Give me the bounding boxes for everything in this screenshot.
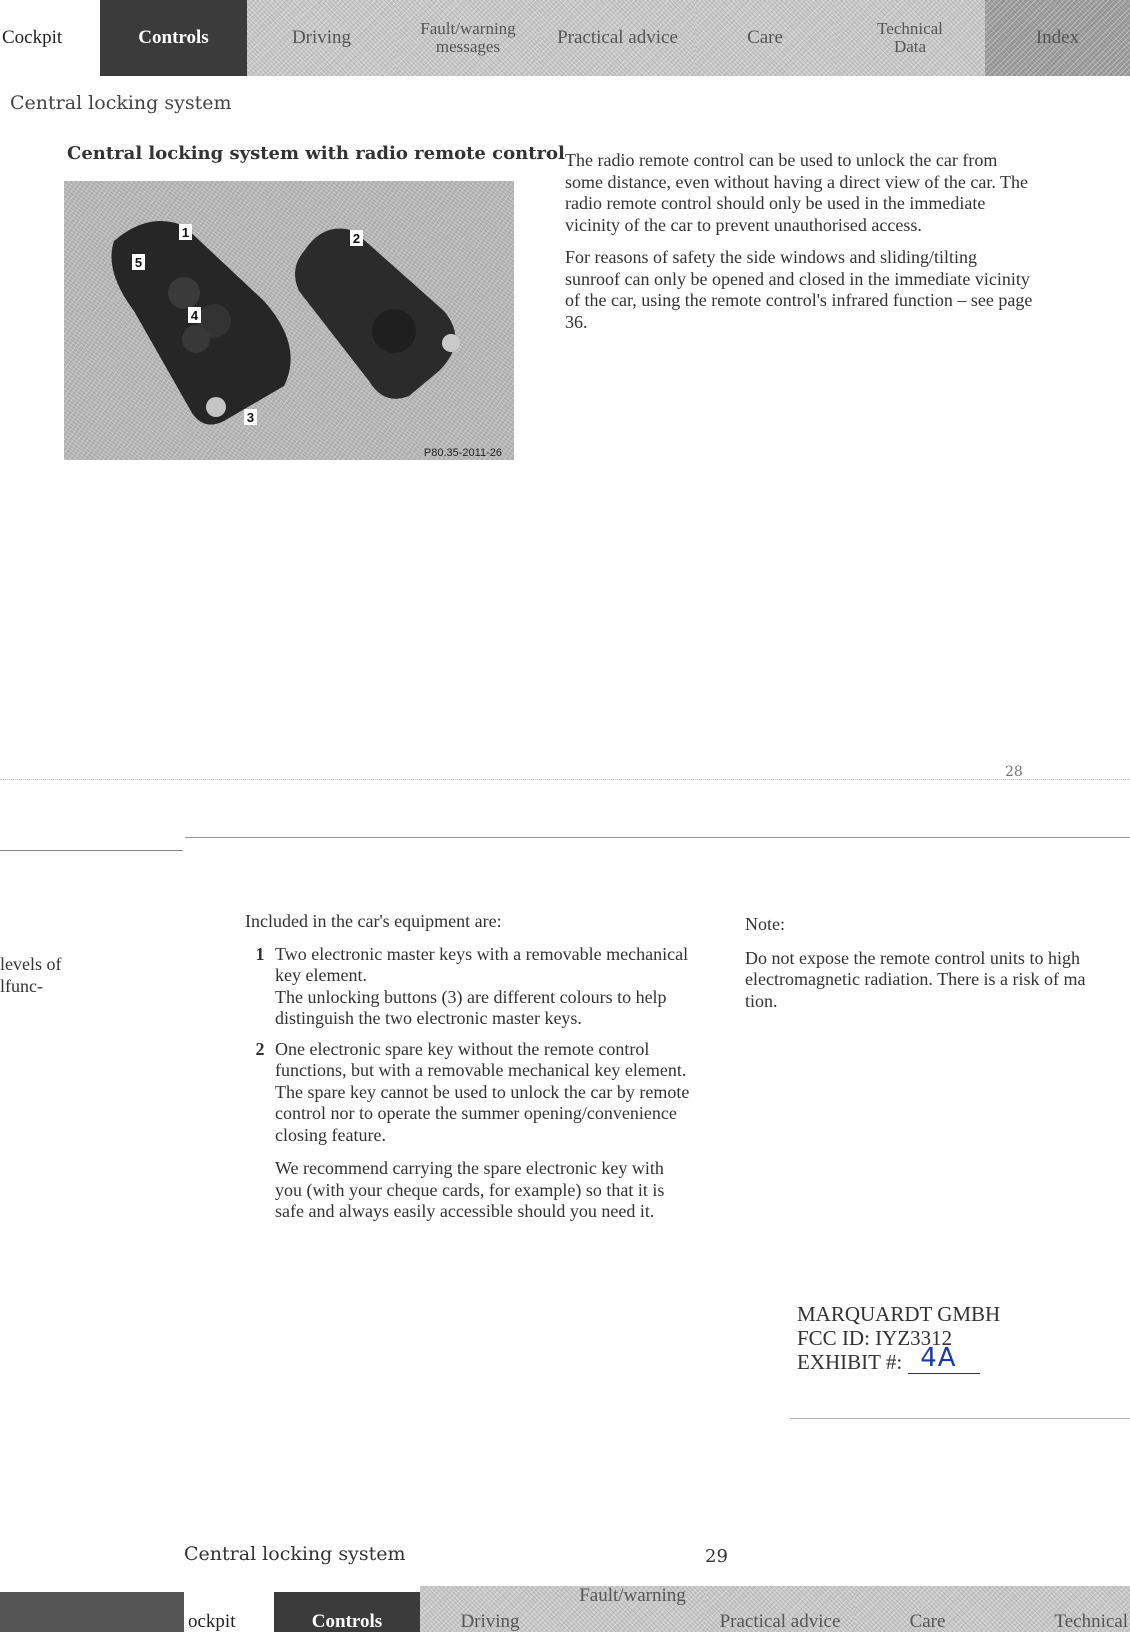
master-key-button-lower — [182, 325, 210, 353]
remote-key-photo — [64, 181, 514, 460]
tab-fault-warning-bottom[interactable] — [560, 1586, 705, 1632]
page-heading: Central locking system with radio remote control — [67, 143, 565, 164]
page-divider-rule-left — [0, 850, 183, 851]
tab-practical-advice-label: Practical advice — [557, 27, 678, 49]
note-section — [745, 914, 1130, 1012]
page28-body-text — [565, 150, 1035, 344]
list-item-body — [275, 1039, 695, 1223]
list-item-text: We recommend carrying the spare electronic key with you (with your cheque cards, for example) so that it is safe and always easily accessible should you need it. — [275, 1158, 665, 1221]
tab-care[interactable] — [695, 0, 835, 76]
tab-practical-advice[interactable] — [540, 0, 695, 76]
fcc-exhibit — [797, 1343, 1000, 1374]
master-key-button-upper — [168, 277, 200, 309]
callout-2: 2 — [352, 231, 361, 246]
page-number-29: 29 — [705, 1546, 728, 1567]
page-divider-dotted — [0, 779, 1130, 780]
tab-driving-bottom[interactable] — [420, 1586, 560, 1632]
paragraph-safety: For reasons of safety the side windows and sliding/tilting sunroof can only be opened and closed in the immediate vicinity of the car, using the remote control's infrared function – see page 36. — [565, 247, 1033, 332]
tab-technical-data[interactable] — [835, 0, 985, 76]
exhibit-handwritten-value: 4A — [920, 1343, 957, 1373]
tab-driving-bottom-label: Driving — [460, 1611, 520, 1632]
tab-controls[interactable] — [100, 0, 247, 76]
list-item-number: 2 — [255, 1038, 265, 1059]
list-item-text: Two electronic master keys with a removable mechanical key element. — [275, 943, 689, 985]
note-text: Do not expose the remote control units to high — [745, 947, 1080, 968]
tab-cockpit[interactable] — [0, 0, 100, 76]
tab-cockpit-bottom[interactable] — [184, 1586, 274, 1632]
list-item — [245, 944, 695, 1030]
tab-fault-warning-label: Fault/warning messages — [420, 19, 516, 56]
footer-section-title: Central locking system — [184, 1543, 406, 1565]
tab-bottom-left[interactable] — [0, 1592, 184, 1632]
tab-driving[interactable] — [247, 0, 396, 76]
exhibit-underline — [908, 1343, 980, 1374]
list-item — [245, 1039, 695, 1223]
tab-cockpit-label: Cockpit — [2, 27, 63, 49]
figure-reference: P80.35-2011-26 — [423, 447, 502, 459]
tab-care-bottom-label: Care — [909, 1611, 946, 1632]
page-divider-rule — [185, 837, 1130, 838]
top-tab-bar — [0, 0, 1130, 76]
tab-care-bottom[interactable] — [855, 1586, 1000, 1632]
list-item-number: 1 — [255, 943, 265, 964]
spare-key-eyelet — [442, 334, 460, 352]
tab-practical-advice-bottom[interactable] — [705, 1586, 855, 1632]
callout-5: 5 — [134, 255, 143, 270]
fcc-exhibit-label: EXHIBIT #: — [797, 1350, 903, 1374]
master-key-eyelet — [206, 397, 226, 417]
tab-technical-data-label: Technical Data — [877, 19, 943, 56]
callout-3: 3 — [246, 410, 255, 425]
fcc-company: MARQUARDT GMBH — [797, 1302, 1001, 1326]
list-item-text: One electronic spare key without the remote control functions, but with a removable mechanical key element. The spare key cannot be used to unlock the car by remote control nor to operate the summer opening/convenience closing feature. — [275, 1038, 690, 1145]
tab-index-label: Index — [1035, 27, 1080, 49]
fcc-stamp — [797, 1302, 1000, 1374]
note-label: Note: — [745, 914, 785, 934]
page-divider-rule-right — [790, 1418, 1130, 1419]
spare-key-shape — [295, 229, 455, 399]
note-text: tion. — [745, 990, 778, 1011]
fragment-line: levels of — [0, 954, 62, 974]
tab-care-label: Care — [747, 27, 783, 49]
tab-index[interactable] — [985, 0, 1130, 76]
tab-cockpit-bottom-label: ockpit — [188, 1611, 236, 1632]
callout-1: 1 — [181, 225, 190, 240]
tab-fault-warning-bottom-label: Fault/warning — [579, 1585, 686, 1606]
equipment-intro: Included in the car's equipment are: — [245, 911, 502, 931]
list-item-text: The unlocking buttons (3) are different colours to help distinguish the two electronic master keys. — [275, 986, 667, 1028]
tab-controls-bottom[interactable] — [274, 1592, 420, 1632]
key-illustration — [64, 181, 514, 460]
left-page-fragment — [0, 953, 61, 997]
tab-technical-bottom-label: Technical — [1054, 1611, 1128, 1632]
note-text: electromagnetic radiation. There is a risk of ma — [745, 969, 1086, 989]
callout-4: 4 — [190, 308, 199, 323]
fcc-id: FCC ID: IYZ3312 — [797, 1326, 953, 1350]
tab-driving-label: Driving — [291, 27, 352, 49]
tab-practical-advice-bottom-label: Practical advice — [719, 1611, 841, 1632]
tab-fault-warning[interactable] — [396, 0, 540, 76]
tab-controls-bottom-label: Controls — [311, 1611, 383, 1632]
bottom-tab-bar — [0, 1586, 1130, 1632]
section-title: Central locking system — [10, 92, 232, 114]
fragment-line: lfunc- — [0, 976, 43, 996]
tab-technical-bottom[interactable] — [1000, 1586, 1130, 1632]
spare-key-button — [372, 309, 416, 353]
list-item-body — [275, 944, 695, 1030]
paragraph-remote-range: The radio remote control can be used to unlock the car from some distance, even without having a direct view of the car. The radio remote control should only be used in the immediate vicinity of the car to prevent unauthorised access. — [565, 150, 1029, 235]
tab-controls-label: Controls — [138, 27, 209, 49]
page-number-28: 28 — [1005, 764, 1023, 780]
equipment-list-section — [245, 911, 695, 1232]
